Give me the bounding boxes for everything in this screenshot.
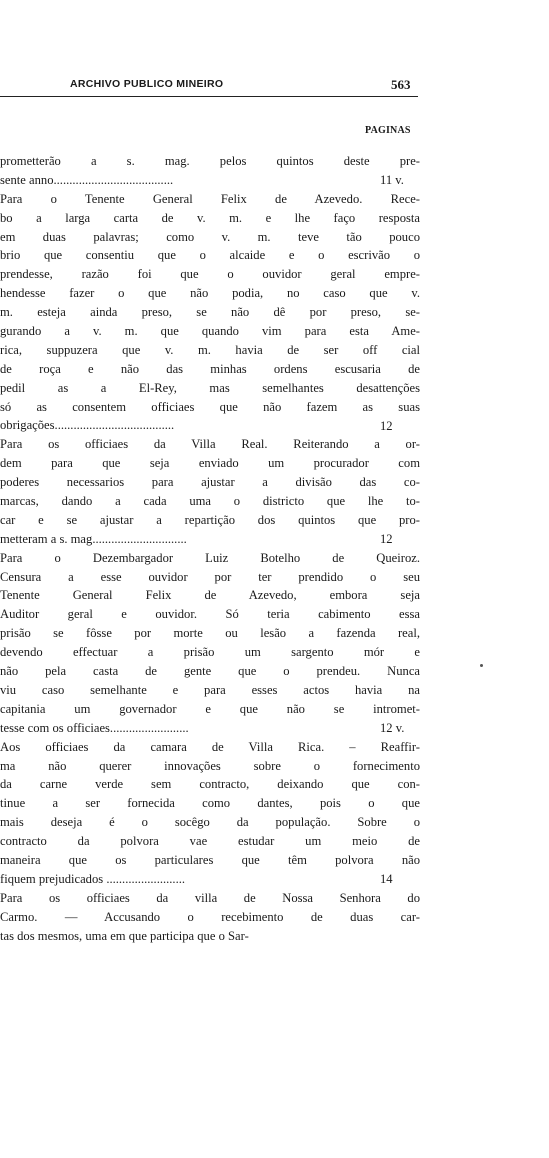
entry-line: prisão se fôsse por morte ou lesão a fazenda real, — [0, 626, 420, 641]
index-entries — [0, 152, 420, 945]
entry-line: car e se ajustar a repartição dos quintos que pro- — [0, 512, 420, 527]
index-entry — [0, 549, 420, 738]
entry-line: mais deseja é o socêgo da população. Sobre o — [0, 815, 420, 830]
page-reference: 12 — [380, 418, 393, 433]
entry-line: capitania um governador e que não se intromet- — [0, 701, 420, 716]
entry-line: ma não querer innovações sobre o fornecimento — [0, 758, 420, 773]
page-speck — [480, 664, 483, 667]
paginas-column-label: PAGINAS — [365, 125, 411, 136]
index-entry — [0, 152, 420, 190]
entry-line: rica, suppuzera que v. m. havia de ser off cial — [0, 342, 420, 357]
entry-line: hendesse fazer o que não podia, no caso que v. — [0, 286, 420, 301]
entry-line: Censura a esse ouvidor por ter prendido o seu — [0, 569, 420, 584]
entry-line: dem para que seja enviado um procurador com — [0, 456, 420, 471]
entry-line: tesse com os officiaes......................... — [0, 720, 189, 735]
entry-line: Para os officiaes da villa de Nossa Senhora do — [0, 890, 420, 905]
entry-line: Carmo. — Accusando o recebimento de duas car- — [0, 909, 420, 924]
page-reference: 14 — [380, 871, 393, 886]
entry-line: m. esteja ainda preso, se não dê por preso, se- — [0, 305, 420, 320]
index-entry — [0, 435, 420, 548]
page-reference: 12 — [380, 531, 393, 546]
index-entry — [0, 738, 420, 889]
entry-line: devendo effectuar a prisão um sargento mór e — [0, 645, 420, 660]
entry-line: prendesse, razão foi que o ouvidor geral empre- — [0, 267, 420, 282]
entry-line: tas dos mesmos, uma em que participa que o Sar- — [0, 928, 249, 943]
entry-line: bo a larga carta de v. m. e lhe faço resposta — [0, 210, 420, 225]
entry-line: da carne verde sem contracto, deixando que con- — [0, 777, 420, 792]
entry-line: Para os officiaes da Villa Real. Reiterando a or- — [0, 437, 420, 452]
index-entry — [0, 889, 420, 946]
entry-line: não pela casta de gente que o prendeu. Nunca — [0, 664, 420, 679]
entry-line: gurando a v. m. que quando vim para esta Ame- — [0, 324, 420, 339]
entry-line: em duas palavras; como v. m. teve tão pouco — [0, 229, 420, 244]
page-number: 563 — [391, 77, 411, 92]
entry-line: marcas, dando a cada uma o districto que lhe to- — [0, 494, 420, 509]
entry-line: prometterão a s. mag. pelos quintos deste pre- — [0, 154, 420, 168]
running-title: ARCHIVO PUBLICO MINEIRO — [70, 78, 224, 90]
entry-line: fiquem prejudicados ......................... — [0, 871, 186, 886]
entry-line: só as consentem officiaes que não fazem as suas — [0, 399, 420, 414]
entry-line: contracto da polvora vae estudar um meio de — [0, 834, 420, 849]
entry-line: Auditor geral e ouvidor. Só teria cabimento essa — [0, 607, 420, 622]
entry-line: viu caso semelhante e para esses actos havia na — [0, 682, 420, 697]
entry-line: brio que consentiu que o alcaide e o escrivão o — [0, 248, 420, 263]
entry-line: Para o Dezembargador Luiz Botelho de Queiroz. — [0, 550, 420, 565]
entry-line: Aos officiaes da camara de Villa Rica. – Reaffir- — [0, 739, 420, 754]
entry-line: tinue a ser fornecida como dantes, pois o que — [0, 796, 420, 811]
entry-line: Para o Tenente General Felix de Azevedo. Rece- — [0, 191, 420, 206]
entry-line: pedil as a El-Rey, mas semelhantes desattenções — [0, 380, 420, 395]
page-reference: 11 v. — [380, 172, 404, 187]
page-reference: 12 v. — [380, 720, 405, 735]
entry-line: Tenente General Felix de Azevedo, embora seja — [0, 588, 420, 603]
index-entry — [0, 190, 420, 436]
entry-line: maneira que os particulares que têm polvora não — [0, 852, 420, 867]
entry-line: poderes necessarios para ajustar a divisão das co- — [0, 475, 420, 490]
entry-line: sente anno...................................... — [0, 172, 174, 187]
entry-line: metteram a s. mag.............................. — [0, 531, 187, 546]
entry-line: de roça e não das minhas ordens escusaria de — [0, 361, 420, 376]
entry-line: obrigações...................................... — [0, 418, 175, 433]
header-rule — [0, 96, 418, 97]
